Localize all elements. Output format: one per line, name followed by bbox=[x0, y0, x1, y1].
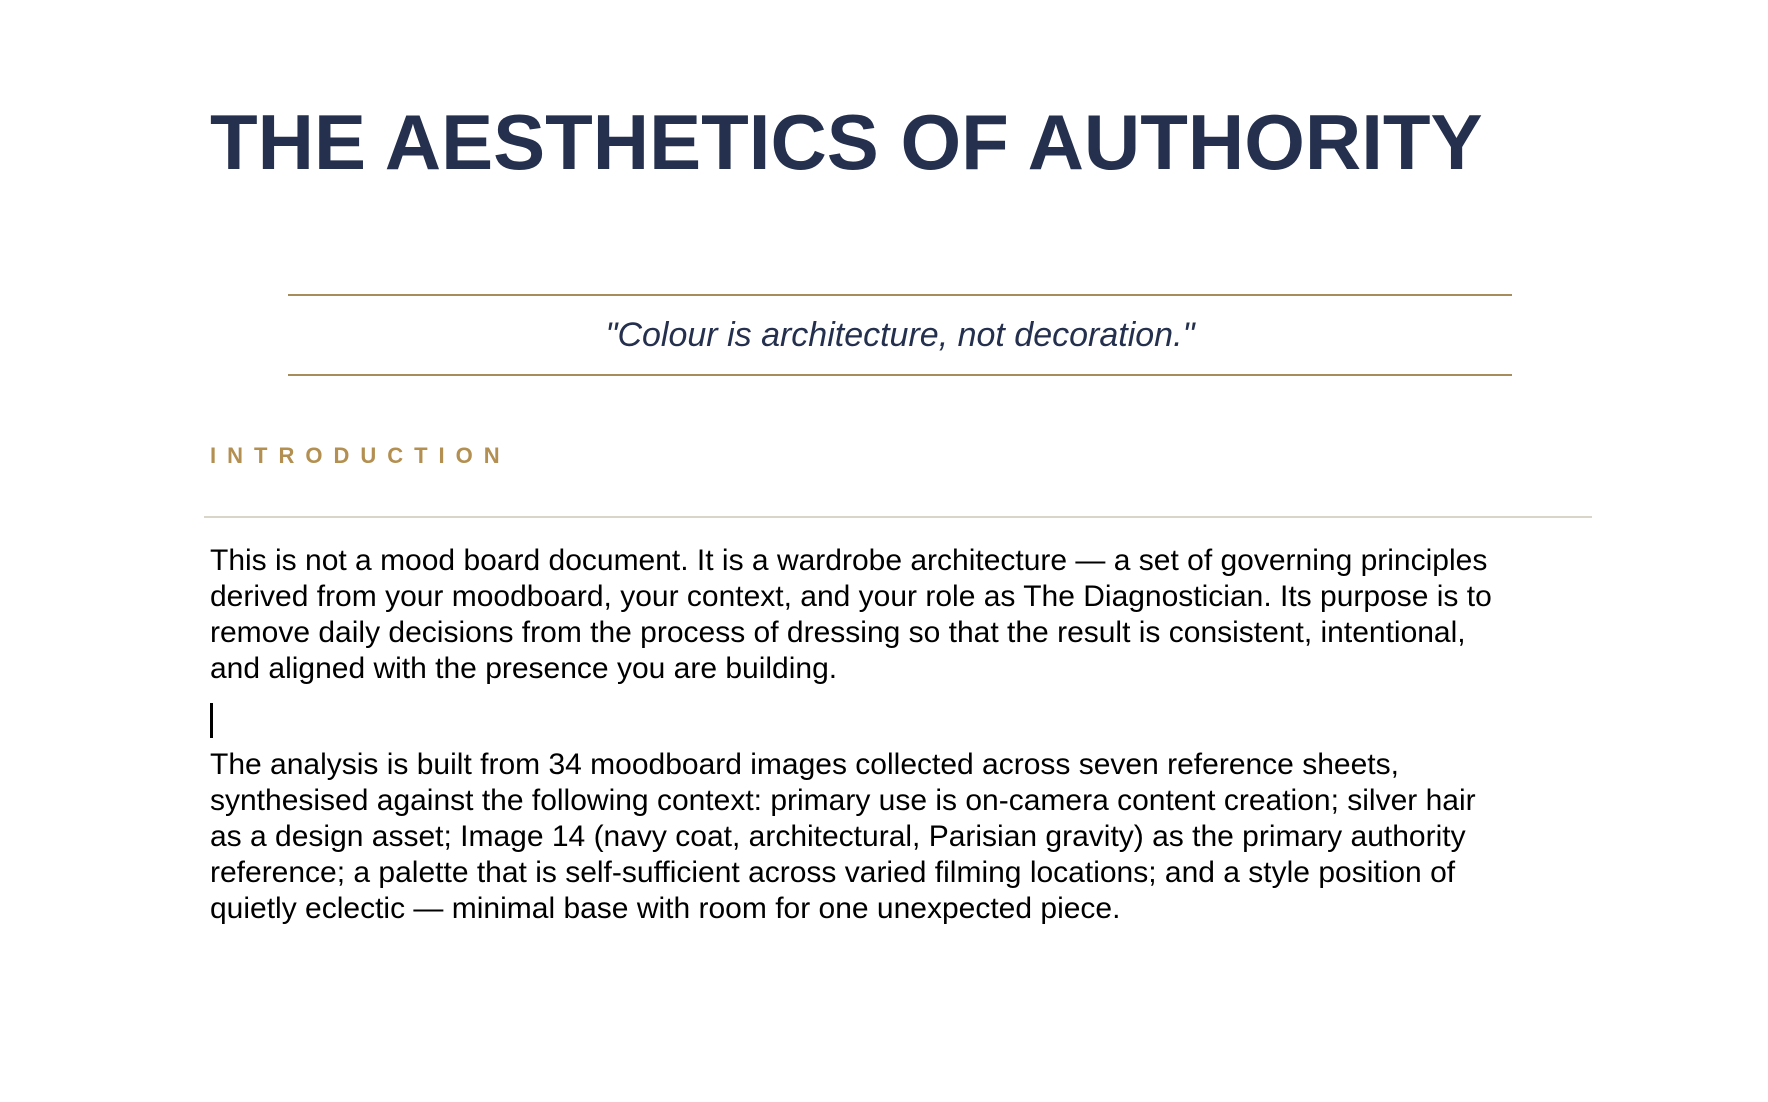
paragraph-2[interactable] bbox=[210, 747, 1592, 927]
text-cursor bbox=[210, 703, 213, 738]
empty-line[interactable] bbox=[210, 699, 1592, 735]
text-line[interactable]: as a design asset; Image 14 (navy coat, architectural, Parisian gravity) as the primary authority bbox=[210, 820, 1466, 853]
text-line[interactable]: derived from your moodboard, your context, and your role as The Diagnostician. Its purpose is to bbox=[210, 580, 1492, 613]
text-line[interactable]: reference; a palette that is self-sufficient across varied filming locations; and a style position of bbox=[210, 856, 1456, 889]
text-line[interactable]: quietly eclectic — minimal base with room for one unexpected piece. bbox=[210, 892, 1121, 925]
section-heading-introduction[interactable]: INTRODUCTION bbox=[210, 443, 511, 468]
text-line[interactable]: and aligned with the presence you are building. bbox=[210, 652, 838, 685]
document-body[interactable] bbox=[210, 543, 1592, 939]
text-line[interactable]: This is not a mood board document. It is a wardrobe architecture — a set of governing principles bbox=[210, 544, 1488, 577]
text-line[interactable]: synthesised against the following context: primary use is on-camera content creation; silver hair bbox=[210, 784, 1476, 817]
section-divider bbox=[204, 516, 1592, 518]
paragraph-1[interactable] bbox=[210, 543, 1592, 687]
quote-text[interactable]: "Colour is architecture, not decoration." bbox=[605, 316, 1195, 354]
document-title[interactable]: THE AESTHETICS OF AUTHORITY bbox=[210, 98, 1483, 186]
text-line[interactable]: The analysis is built from 34 moodboard images collected across seven reference sheets, bbox=[210, 748, 1399, 781]
quote-block[interactable] bbox=[288, 294, 1512, 376]
text-line[interactable]: remove daily decisions from the process of dressing so that the result is consistent, intentional, bbox=[210, 616, 1466, 649]
